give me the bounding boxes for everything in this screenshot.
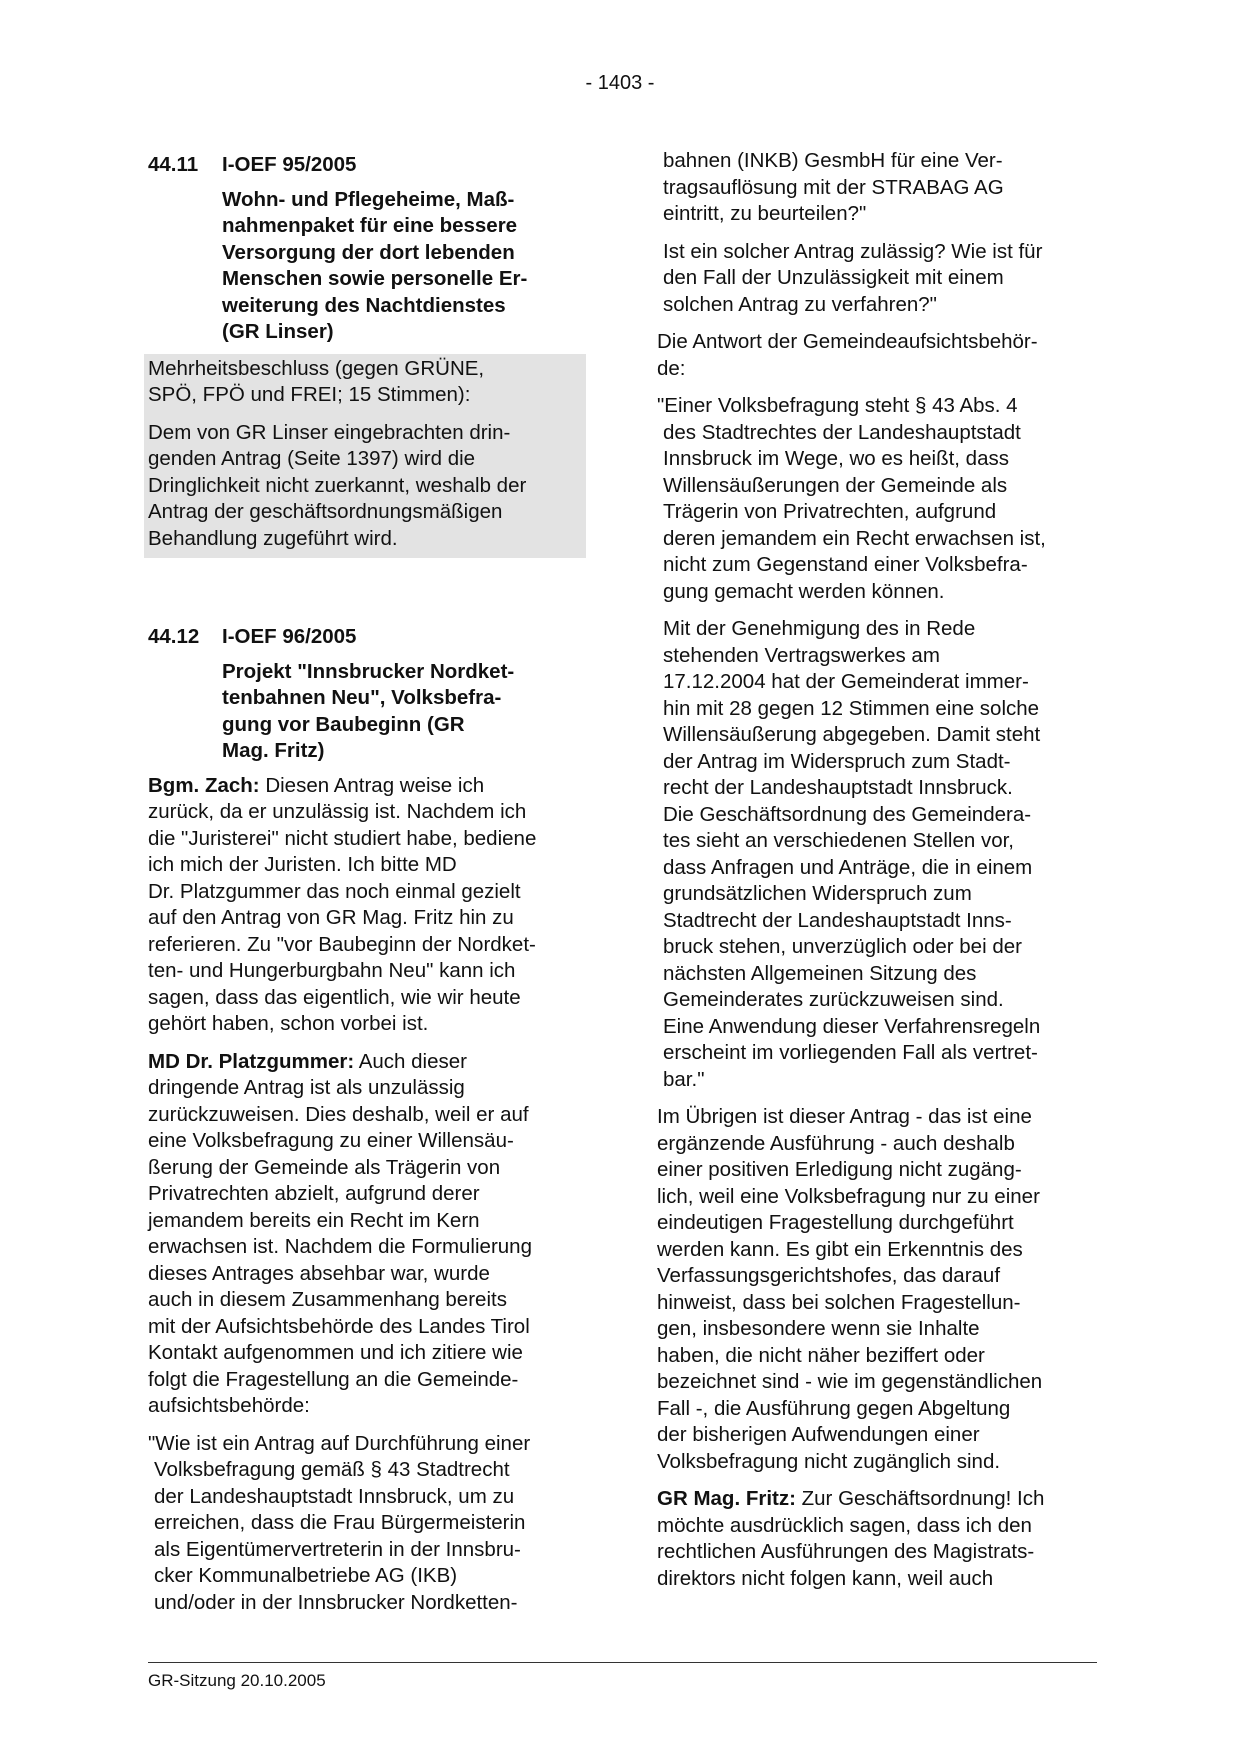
text-line: grundsätzlichen Widerspruch zum [663,882,972,905]
text-line: Ist ein solcher Antrag zulässig? Wie ist für [663,239,1043,263]
answer-quote-lines [657,420,1095,606]
text-line: (GR Linser) [222,320,334,343]
text-line: Volksbefragung gemäß § 43 Stadtrecht [154,1458,510,1481]
text-line: Wohn- und Pflegeheime, Maß- [222,187,515,211]
text-line: aufsichtsbehörde: [148,1394,310,1417]
text-line: jemandem bereits ein Recht im Kern [148,1208,480,1232]
text-line: Gemeinderates zurückzuweisen sind. [663,988,1004,1011]
right-column [657,148,1095,1603]
text-line: genden Antrag (Seite 1397) wird die [148,447,476,470]
text-line: de: [657,356,686,380]
text-line: ßerung der Gemeinde als Trägerin von [148,1155,501,1179]
text-line: direktors nicht folgen kann, weil auch [657,1566,994,1590]
text-line: stehenden Vertragswerkes am [663,643,940,667]
text-line: Mag. Fritz) [222,739,325,762]
text-line: der Landeshauptstadt Innsbruck, um zu [154,1484,515,1508]
text-line: sagen, dass das eigentlich, wie wir heute [148,985,521,1009]
text-line: Fall -, die Ausführung gegen Abgeltung [657,1396,1011,1420]
text-line: dass Anfragen und Anträge, die in einem [663,855,1033,879]
text-line: zurück, da er unzulässig ist. Nachdem ich [148,800,527,823]
text-line: folgt die Fragestellung an die Gemeinde- [148,1367,519,1391]
text-line: nicht zum Gegenstand einer Volksbefra- [663,553,1028,576]
text-line: Innsbruck im Wege, wo es heißt, dass [663,447,1009,470]
text-line: werden kann. Es gibt ein Erkenntnis des [657,1237,1023,1261]
quote-continuation [657,148,1095,228]
text-line: haben, die nicht näher beziffert oder [657,1343,985,1367]
text-line: eintritt, zu beurteilen?" [663,202,867,225]
text-line: gehört haben, schon vorbei ist. [148,1012,429,1035]
speech-first-line: Diesen Antrag weise ich [259,773,485,797]
page-number: - 1403 - [585,72,655,94]
text-line: Privatrechten abzielt, aufgrund derer [148,1182,480,1205]
text-line: der Antrag im Widerspruch zum Stadt- [663,749,1011,773]
answer-quote [657,393,1095,605]
left-column [148,148,586,1627]
text-line: die "Juristerei" nicht studiert habe, bediene [148,826,537,850]
text-line: Volksbefragung nicht zugänglich sind. [657,1449,1001,1473]
item-heading [148,624,586,651]
speech-lines [657,1514,1034,1590]
item-title [222,659,586,765]
text-line: nahmenpaket für eine bessere [222,214,518,237]
text-line: nächsten Allgemeinen Sitzung des [663,961,977,985]
text-line: lich, weil eine Volksbefragung nur zu einer [657,1184,1040,1208]
answer-intro [657,329,1095,382]
text-line: solchen Antrag zu verfahren?" [663,292,937,316]
quote-first-line: "Wie ist ein Antrag auf Durchführung einer [148,1431,531,1455]
text-line: 17.12.2004 hat der Gemeinderat immer- [663,670,1029,693]
text-line: des Stadtrechtes der Landeshauptstadt [663,420,1021,444]
text-line: zurückzuweisen. Dies deshalb, weil er auf [148,1102,529,1126]
text-line: deren jemandem ein Recht erwachsen ist, [663,526,1046,550]
text-line: Im Übrigen ist dieser Antrag - das ist eine [657,1105,1032,1128]
text-line: Willensäußerungen der Gemeinde als [663,473,1008,497]
text-line: Die Antwort der Gemeindeaufsichtsbehör- [657,330,1038,353]
text-line: Projekt "Innsbrucker Nordket- [222,659,515,683]
text-line: Versorgung der dort lebenden [222,240,515,264]
text-line: hinweist, dass bei solchen Fragestellun- [657,1290,1021,1314]
text-line: bruck stehen, unverzüglich oder bei der [663,935,1022,958]
speaker-name: MD Dr. Platzgummer: [148,1049,355,1073]
text-line: ich mich der Juristen. Ich bitte MD [148,853,457,876]
text-line: Mehrheitsbeschluss (gegen GRÜNE, [148,356,485,380]
text-line: möchte ausdrücklich sagen, dass ich den [657,1513,1032,1537]
text-line: und/oder in der Innsbrucker Nordketten- [154,1590,518,1614]
quote-lines [148,1457,586,1616]
item-reference: I-OEF 96/2005 [222,625,357,648]
text-line: eine Volksbefragung zu einer Willensäu- [148,1129,514,1152]
text-line: einer positiven Erledigung nicht zugäng- [657,1158,1022,1181]
text-line: dieses Antrages absehbar war, wurde [148,1261,490,1285]
text-line: Antrag der geschäftsordnungsmäßigen [148,500,503,523]
speech-paragraph [657,1486,1095,1592]
text-line: Verfassungsgerichtshofes, das darauf [657,1264,1001,1287]
text-line: gung vor Baubeginn (GR [222,712,465,736]
text-line: ergänzende Ausführung - auch deshalb [657,1131,1015,1155]
text-line: Menschen sowie personelle Er- [222,267,528,290]
text-line: erscheint im vorliegenden Fall als vertret- [663,1041,1038,1064]
item-title [222,187,586,346]
speech-lines [148,800,536,1035]
item-reference: I-OEF 95/2005 [222,153,357,176]
text-line: tes sieht an verschiedenen Stellen vor, [663,829,1014,852]
text-line: eindeutigen Fragestellung durchgeführt [657,1211,1014,1234]
speech-first-line: Auch dieser [354,1049,467,1073]
text-line: Dr. Platzgummer das noch einmal gezielt [148,879,521,903]
section-gap [148,558,586,620]
quote-paragraph [148,1431,586,1617]
text-line: recht der Landeshauptstadt Innsbruck. [663,776,1013,799]
text-line: tragsauflösung mit der STRABAG AG [663,175,1004,199]
item-number: 44.11 [148,153,199,176]
text-line: gen, insbesondere wenn sie Inhalte [657,1317,980,1340]
speech-paragraph [148,1049,586,1420]
text-line: Dem von GR Linser eingebrachten drin- [148,420,511,444]
text-line: bahnen (INKB) GesmbH für eine Ver- [663,149,1003,172]
text-line: bar." [663,1067,705,1091]
text-line: dringende Antrag ist als unzulässig [148,1076,465,1099]
resolution-text [148,420,582,553]
text-line: Die Geschäftsordnung des Gemeindera- [663,802,1032,826]
text-line: der bisherigen Aufwendungen einer [657,1423,980,1446]
answer-quote-continued [657,616,1095,1093]
text-line: Behandlung zugeführt wird. [148,526,398,550]
text-line: hin mit 28 gegen 12 Stimmen eine solche [663,696,1040,720]
text-line: weiterung des Nachtdienstes [222,293,506,317]
text-line: referieren. Zu "vor Baubeginn der Nordket- [148,932,536,956]
text-line: rechtlichen Ausführungen des Magistrats- [657,1540,1035,1563]
text-line: Stadtrecht der Landeshauptstadt Inns- [663,908,1012,932]
text-line: als Eigentümervertreterin in der Innsbru- [154,1537,521,1561]
text-line: Kontakt aufgenommen und ich zitiere wie [148,1341,523,1364]
text-line: Mit der Genehmigung des in Rede [663,617,976,640]
text-line: cker Kommunalbetriebe AG (IKB) [154,1564,458,1587]
footer-session-date: GR-Sitzung 20.10.2005 [148,1671,326,1690]
item-heading [148,152,586,179]
text-line: den Fall der Unzulässigkeit mit einem [663,266,1004,289]
text-line: Trägerin von Privatrechten, aufgrund [663,500,997,523]
text-line: tenbahnen Neu", Volksbefra- [222,686,502,709]
text-line: bezeichnet sind - wie im gegenständlichen [657,1370,1043,1393]
text-line: auch in diesem Zusammenhang bereits [148,1288,507,1311]
resolution-vote [148,356,582,409]
text-line: auf den Antrag von GR Mag. Fritz hin zu [148,906,514,929]
text-line: Dringlichkeit nicht zuerkannt, weshalb der [148,473,527,497]
speech-first-line: Zur Geschäftsordnung! Ich [795,1487,1045,1510]
text-line: gung gemacht werden können. [663,579,945,603]
resolution-box [144,354,586,559]
supplement-paragraph [657,1104,1095,1475]
text-line: erwachsen ist. Nachdem die Formulierung [148,1235,532,1258]
speech-paragraph [148,773,586,1038]
footer-divider [148,1662,1097,1663]
item-number: 44.12 [148,625,200,648]
text-line: ten- und Hungerburgbahn Neu" kann ich [148,959,516,982]
answer-quote-first-line: "Einer Volksbefragung steht § 43 Abs. 4 [657,394,1018,417]
text-line: Eine Anwendung dieser Verfahrensregeln [663,1014,1041,1038]
text-line: Willensäußerung abgegeben. Damit steht [663,723,1041,746]
speaker-name: GR Mag. Fritz: [657,1487,796,1510]
text-line: erreichen, dass die Frau Bürgermeisterin [154,1511,526,1534]
quote-question [657,239,1095,319]
text-line: SPÖ, FPÖ und FREI; 15 Stimmen): [148,383,471,406]
speech-lines [148,1076,532,1417]
speaker-name: Bgm. Zach: [148,773,260,797]
text-line: mit der Aufsichtsbehörde des Landes Tirol [148,1314,530,1338]
